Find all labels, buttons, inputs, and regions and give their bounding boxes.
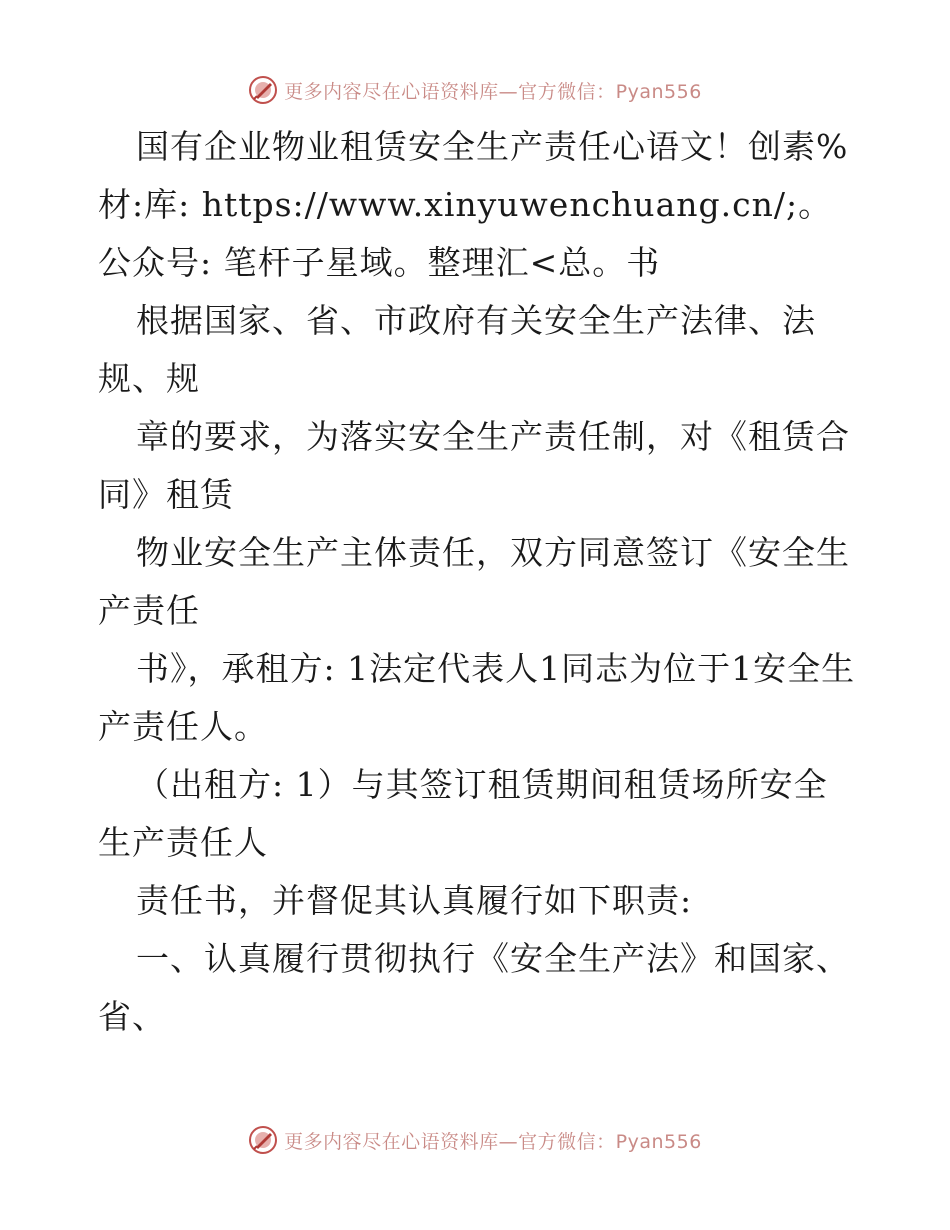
paragraph: 书》，承租方: 1法定代表人1同志为位于1安全生产责任人。 [98, 649, 856, 746]
quill-seal-icon [248, 1125, 278, 1155]
paragraph: 物业安全生产主体责任，双方同意签订《安全生产责任 [98, 533, 850, 630]
paragraph: 国有企业物业租赁安全生产责任心语文！创素%材:库: https://www.xinyuwenchuang.cn/;。公众号: 笔杆子星域。整理汇<总。书 [98, 127, 849, 282]
quill-seal-icon [248, 75, 278, 105]
paragraph: 根据国家、省、市政府有关安全生产法律、法规、规 [98, 301, 816, 398]
document-body [98, 118, 858, 1046]
paragraph: （出租方: 1）与其签订租赁期间租赁场所安全生产责任人 [98, 765, 828, 862]
paragraph: 一、认真履行贯彻执行《安全生产法》和国家、省、 [98, 939, 850, 1036]
paragraph: 章的要求，为落实安全生产责任制，对《租赁合同》租赁 [98, 417, 850, 514]
paragraph: 责任书，并督促其认真履行如下职责: [136, 881, 693, 920]
footer-watermark [0, 1120, 950, 1160]
header-watermark [0, 70, 950, 110]
watermark-text: 更多内容尽在心语资料库—官方微信：Pyan556 [284, 80, 702, 103]
watermark-text: 更多内容尽在心语资料库—官方微信：Pyan556 [284, 1130, 702, 1153]
